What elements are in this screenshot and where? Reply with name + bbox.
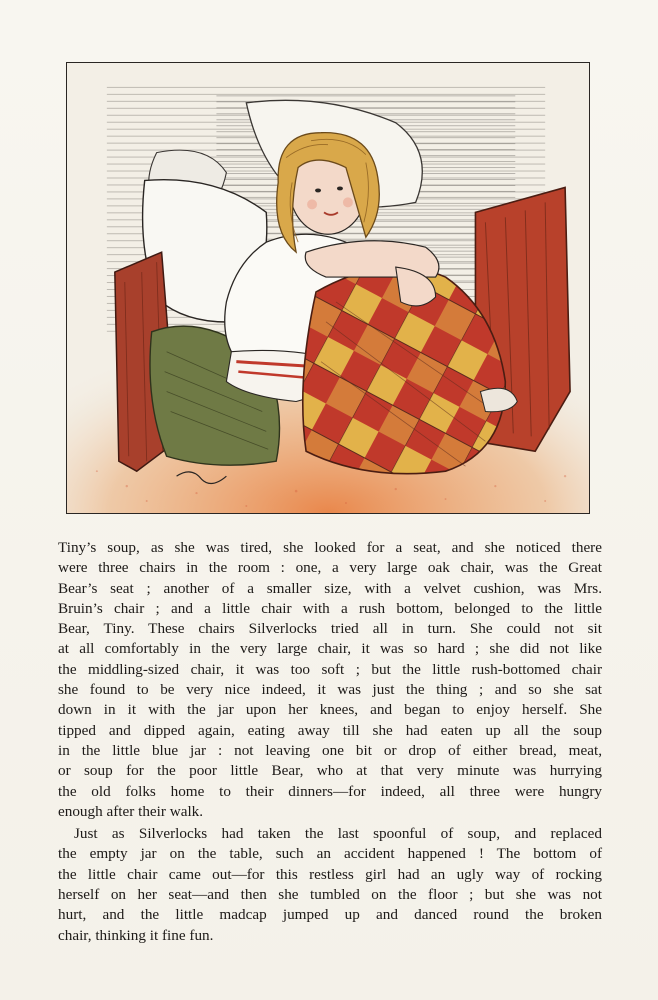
text-line: were three chairs in the room : one, a very large oak chair, was the Great: [58, 559, 602, 577]
text-line: the middling-sized chair, it was too soft ; but the little rush-bottomed chair: [58, 660, 602, 678]
text-line: the old folks home to their dinners—for indeed, all three were hungry: [58, 782, 602, 800]
text-line: hurt, and the little madcap jumped up and danced round the broken: [58, 906, 602, 924]
text-line: Just as Silverlocks had taken the last spoonful of soup, and replaced: [74, 825, 602, 843]
text-line: tipped and dipped again, eating away till she had eaten up all the soup: [58, 721, 602, 739]
paragraph-1: [58, 538, 602, 822]
text-line: Bear’s seat ; another of a smaller size, with a velvet cushion, was Mrs.: [58, 579, 602, 597]
text-line: in the little blue jar : not leaving one bit or drop of either bread, meat,: [58, 741, 602, 759]
text-line: or soup for the poor little Bear, who at that very minute was hurrying: [58, 762, 602, 780]
text-line: she found to be very nice indeed, it was just the thing ; and so she sat: [58, 681, 602, 699]
text-line: enough after their walk.: [58, 802, 204, 820]
text-line: Tiny’s soup, as she was tired, she looked for a seat, and she noticed there: [58, 539, 602, 556]
text-line: the empty jar on the table, such an accident happened ! The bottom of: [58, 845, 602, 863]
girl-in-bed-illustration: [67, 63, 589, 513]
paragraph-2: [58, 824, 602, 946]
text-line: down in it with the jar upon her knees, and began to enjoy herself. She: [58, 701, 602, 719]
text-line: Bear, Tiny. These chairs Silverlocks tried all in turn. She could not sit: [58, 620, 602, 638]
text-line: the little chair came out—for this restless girl had an ugly way of rocking: [58, 865, 602, 883]
text-line: at all comfortably in the very large chair, it was so hard ; she did not like: [58, 640, 602, 658]
story-text: [58, 538, 602, 946]
text-line: Bruin’s chair ; and a little chair with a rush bottom, belonged to the little: [58, 599, 602, 617]
text-line: chair, thinking it fine fun.: [58, 926, 214, 944]
text-line: herself on her seat—and then she tumbled on the floor ; but she was not: [58, 886, 602, 904]
illustration-plate: [66, 62, 590, 514]
